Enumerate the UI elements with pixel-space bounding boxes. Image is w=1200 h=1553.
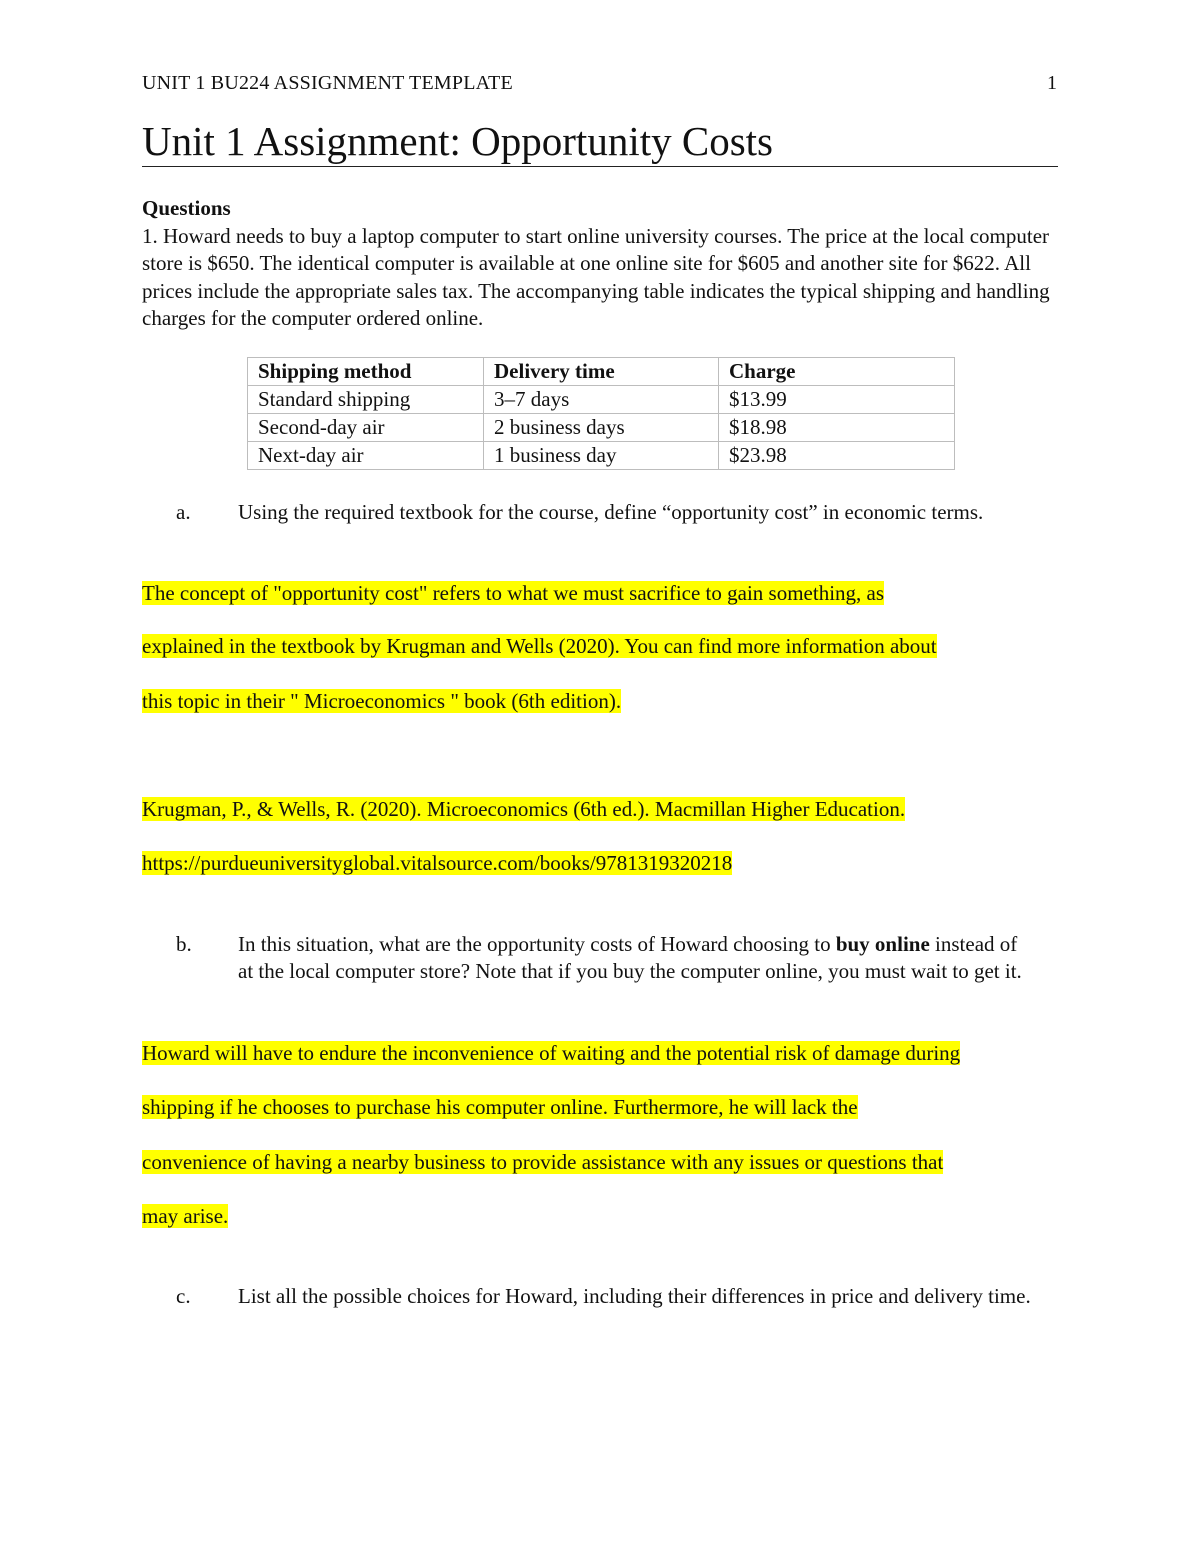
table-cell: $23.98 <box>719 442 955 470</box>
table-cell: 3–7 days <box>484 386 719 414</box>
table-cell: $13.99 <box>719 386 955 414</box>
part-a-question <box>176 499 1037 526</box>
questions-heading: Questions <box>142 196 231 220</box>
part-c-marker: c. <box>176 1284 191 1308</box>
table-header-cell: Charge <box>719 358 955 386</box>
table-cell: 2 business days <box>484 414 719 442</box>
running-head: UNIT 1 BU224 ASSIGNMENT TEMPLATE <box>142 72 513 94</box>
table-header-cell: Delivery time <box>484 358 719 386</box>
page-number: 1 <box>1047 72 1057 94</box>
reference-citation: Krugman, P., & Wells, R. (2020). Microeconomics (6th ed.). Macmillan Higher Education. <box>142 797 906 821</box>
shipping-table <box>247 357 955 470</box>
answer-a-line: this topic in their " Microeconomics " book (6th edition). <box>142 689 622 713</box>
part-b-bold-text: buy online <box>835 932 930 956</box>
table-cell: $18.98 <box>719 414 955 442</box>
table-header-cell: Shipping method <box>248 358 484 386</box>
document-title: Unit 1 Assignment: Opportunity Costs <box>142 118 773 164</box>
title-underline <box>142 166 1058 167</box>
table-row <box>248 414 955 442</box>
table-cell: Next-day air <box>248 442 484 470</box>
part-b-text-after: instead of at the local computer store? Note that if you buy the computer online, you must wait to get it. <box>238 932 1022 984</box>
part-c-text: List all the possible choices for Howard, including their differences in price and delivery time. <box>238 1284 1031 1308</box>
answer-a-line: explained in the textbook by Krugman and Wells (2020). You can find more information about <box>142 634 937 658</box>
answer-b-line: shipping if he chooses to purchase his computer online. Furthermore, he will lack the <box>142 1095 858 1119</box>
part-a-marker: a. <box>176 500 191 524</box>
question-1-text: 1. Howard needs to buy a laptop computer to start online university courses. The price at the local computer store is $650. The identical computer is available at one online site for $605 and another site for $622. All prices include the appropriate sales tax. The accompanying table indicates the typical shipping and handling charges for the computer ordered online. <box>142 224 1050 330</box>
table-cell: Second-day air <box>248 414 484 442</box>
part-c-question <box>176 1283 1037 1310</box>
answer-b-line: may arise. <box>142 1204 229 1228</box>
part-a-text: Using the required textbook for the course, define “opportunity cost” in economic terms. <box>238 500 984 524</box>
answer-b-line: Howard will have to endure the inconvenience of waiting and the potential risk of damage during <box>142 1041 961 1065</box>
table-cell: Standard shipping <box>248 386 484 414</box>
answer-a-line: The concept of "opportunity cost" refers to what we must sacrifice to gain something, as <box>142 581 885 605</box>
reference-url: https://purdueuniversityglobal.vitalsource.com/books/9781319320218 <box>142 851 733 875</box>
table-row <box>248 442 955 470</box>
table-header-row <box>248 358 955 386</box>
table-cell: 1 business day <box>484 442 719 470</box>
part-b-text-before: In this situation, what are the opportunity costs of Howard choosing to <box>238 932 836 956</box>
answer-b-line: convenience of having a nearby business to provide assistance with any issues or questions that <box>142 1150 944 1174</box>
part-b-question <box>176 931 1037 986</box>
part-b-marker: b. <box>176 932 192 956</box>
table-row <box>248 386 955 414</box>
